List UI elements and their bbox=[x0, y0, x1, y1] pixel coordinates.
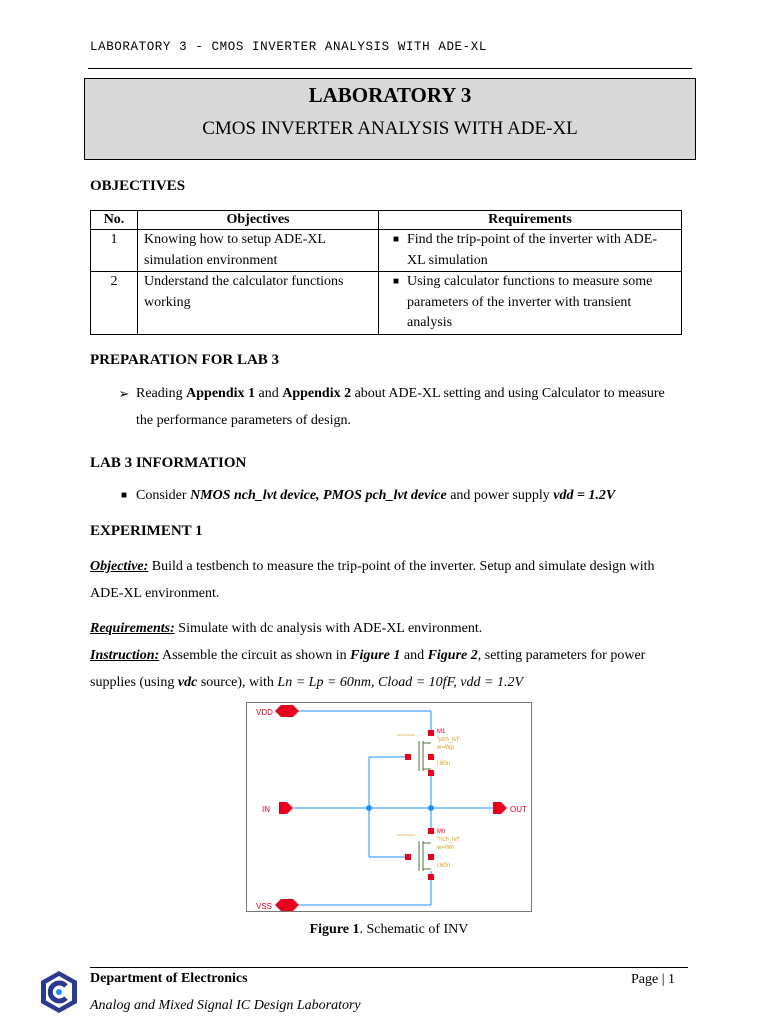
cell-requirement: ■ Using calculator functions to measure some parameters of the inverter with transient analysis bbox=[379, 272, 682, 335]
footer-rule bbox=[90, 967, 688, 968]
bullet-icon: ■ bbox=[392, 234, 400, 245]
cell-no: 2 bbox=[91, 272, 138, 335]
m0-length: l:60n bbox=[437, 863, 451, 869]
col-header-no: No. bbox=[91, 211, 138, 230]
title-box bbox=[84, 78, 696, 160]
objectives-table bbox=[90, 210, 682, 335]
cell-no: 1 bbox=[91, 230, 138, 272]
header-rule bbox=[88, 68, 692, 69]
bullet-icon: ■ bbox=[392, 276, 400, 287]
preparation-paragraph: ➢ Reading Appendix 1 and Appendix 2 about ADE-XL setting and using Calculator to measure the performance parameters of design. bbox=[112, 380, 702, 434]
experiment-objective: Objective: Build a testbench to measure the trip-point of the inverter. Setup and simulate design with ADE-XL environment. bbox=[90, 559, 655, 601]
experiment-heading: EXPERIMENT 1 bbox=[90, 523, 203, 539]
m1-width: w=Wp bbox=[437, 745, 454, 751]
m0-width: w=Wn bbox=[437, 845, 454, 851]
cell-objective: Understand the calculator functions working bbox=[138, 272, 379, 335]
cell-objective: Knowing how to setup ADE-XL simulation environment bbox=[138, 230, 379, 272]
lab-subtitle: CMOS INVERTER ANALYSIS WITH ADE-XL bbox=[202, 118, 578, 139]
figure-caption: Figure 1. Schematic of INV bbox=[309, 922, 469, 937]
m1-model: "pch_lvt" bbox=[437, 737, 461, 743]
info-heading: LAB 3 INFORMATION bbox=[90, 455, 247, 471]
m0-model: "nch_lvt" bbox=[437, 837, 461, 843]
vdd-math: vdd = 1.2V bbox=[553, 488, 616, 503]
running-header: LABORATORY 3 - CMOS INVERTER ANALYSIS WITH ADE-XL bbox=[90, 40, 487, 54]
lab-title: LABORATORY 3 bbox=[308, 83, 472, 107]
params-math: Ln = Lp = 60nm, Cload = 10fF, vdd = 1.2V bbox=[277, 675, 524, 690]
table-header-row bbox=[91, 211, 682, 230]
col-header-requirements: Requirements bbox=[379, 211, 682, 230]
table-row bbox=[91, 272, 682, 335]
objectives-heading: OBJECTIVES bbox=[90, 178, 186, 194]
pin-label-vss: VSS bbox=[256, 902, 273, 911]
table-row bbox=[91, 230, 682, 272]
m1-length: l:60n bbox=[437, 761, 451, 767]
experiment-requirements: Requirements: Simulate with dc analysis with ADE-XL environment. bbox=[90, 621, 483, 636]
inverter-schematic bbox=[246, 702, 532, 912]
info-paragraph: ■ Consider NMOS nch_lvt device, PMOS pch_lvt device and power supply vdd = 1.2V bbox=[112, 482, 702, 509]
m0-name: M0 bbox=[437, 829, 446, 835]
preparation-heading: PREPARATION FOR LAB 3 bbox=[90, 352, 280, 368]
department-logo-icon bbox=[40, 970, 78, 1014]
footer-department: Department of Electronics bbox=[90, 971, 248, 986]
pin-label-in: IN bbox=[262, 805, 270, 814]
m1-name: M1 bbox=[437, 729, 446, 735]
pin-label-vdd: VDD bbox=[256, 708, 273, 717]
col-header-objectives: Objectives bbox=[138, 211, 379, 230]
bullet-icon: ■ bbox=[120, 490, 128, 501]
experiment-instruction: Instruction: Assemble the circuit as shown in Figure 1 and Figure 2, setting parameters for power supplies (using vdc source), with Ln = Lp = 60nm, Cload = 10fF, vdd = 1.2V bbox=[90, 648, 646, 690]
cell-requirement: ■ Find the trip-point of the inverter with ADE-XL simulation bbox=[379, 230, 682, 272]
footer-lab: Analog and Mixed Signal IC Design Laboratory bbox=[90, 998, 361, 1013]
arrow-bullet-icon: ➢ bbox=[118, 386, 130, 401]
pin-label-out: OUT bbox=[510, 805, 527, 814]
page-number: Page | 1 bbox=[631, 972, 676, 987]
